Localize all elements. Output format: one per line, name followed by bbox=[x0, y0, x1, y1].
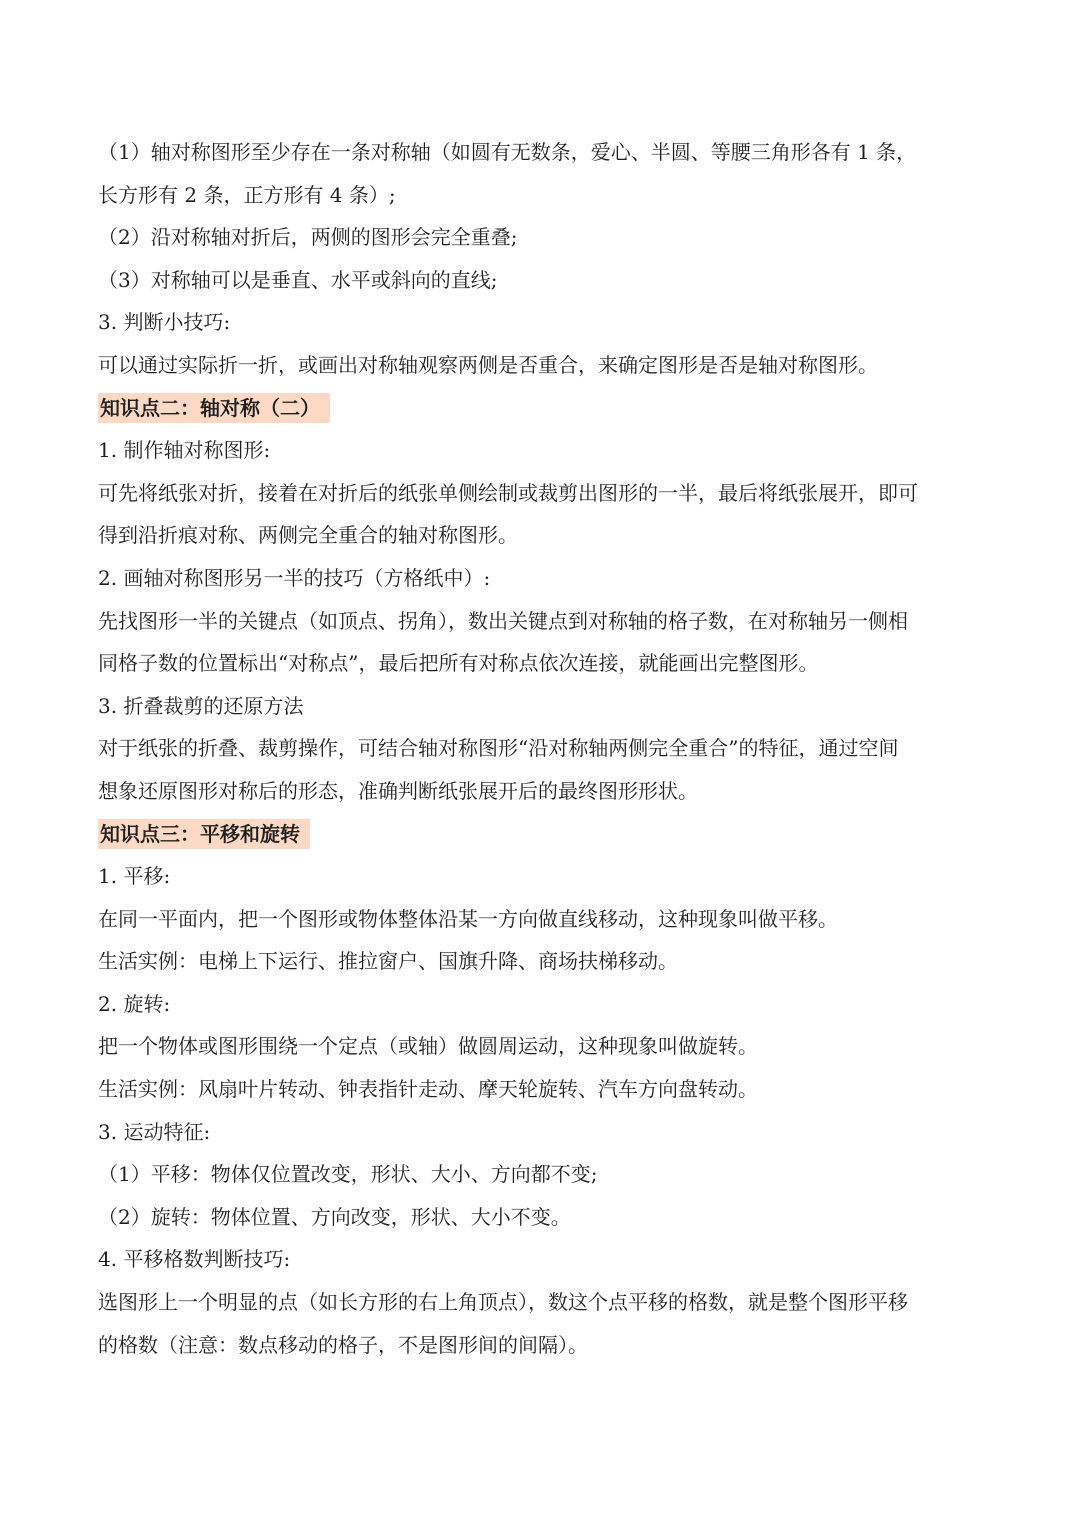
section-2-item-2-line-2: 同格子数的位置标出“对称点”，最后把所有对称点依次连接，就能画出完整图形。 bbox=[98, 651, 819, 676]
section-2-item-2-title: 2. 画轴对称图形另一半的技巧（方格纸中）: bbox=[98, 565, 491, 590]
symmetry-point-3: （3）对称轴可以是垂直、水平或斜向的直线; bbox=[98, 267, 498, 292]
judging-tip-title: 3. 判断小技巧: bbox=[98, 310, 231, 335]
symmetry-point-1-line-2: 长方形有 2 条，正方形有 4 条）; bbox=[98, 182, 396, 207]
section-3-item-2-example: 生活实例：风扇叶片转动、钟表指针走动、摩天轮旋转、汽车方向盘转动。 bbox=[98, 1077, 758, 1102]
section-2-item-3-line-1: 对于纸张的折叠、裁剪操作，可结合轴对称图形“沿对称轴两侧完全重合”的特征，通过空间 bbox=[98, 736, 899, 761]
section-3-heading-row bbox=[98, 813, 984, 856]
section-2-item-1-title: 1. 制作轴对称图形: bbox=[98, 438, 271, 463]
judging-tip-text: 可以通过实际折一折，或画出对称轴观察两侧是否重合，来确定图形是否是轴对称图形。 bbox=[98, 352, 878, 377]
symmetry-point-1-line-1: （1）轴对称图形至少存在一条对称轴（如圆有无数条，爱心、半圆、等腰三角形各有 1 条， bbox=[98, 140, 917, 164]
section-3-item-3-title: 3. 运动特征: bbox=[98, 1119, 211, 1144]
section-2-item-1-line-1: 可先将纸张对折，接着在对折后的纸张单侧绘制或裁剪出图形的一半，最后将纸张展开，即可 bbox=[98, 480, 918, 505]
section-2-item-3-line-2: 想象还原图形对称后的形态，准确判断纸张展开后的最终图形形状。 bbox=[98, 778, 698, 803]
section-3-item-1-text: 在同一平面内，把一个图形或物体整体沿某一方向做直线移动，这种现象叫做平移。 bbox=[98, 906, 838, 931]
section-2-heading-row bbox=[98, 387, 984, 430]
section-3-item-1-example: 生活实例：电梯上下运行、推拉窗户、国旗升降、商场扶梯移动。 bbox=[98, 949, 678, 974]
symmetry-point-2: （2）沿对称轴对折后，两侧的图形会完全重叠; bbox=[98, 225, 518, 250]
section-3-item-2-title: 2. 旋转: bbox=[98, 991, 171, 1016]
section-3-item-4-line-2: 的格数（注意：数点移动的格子，不是图形间的间隔）。 bbox=[98, 1332, 588, 1357]
document-page bbox=[98, 131, 984, 1366]
section-3-item-2-text: 把一个物体或图形围绕一个定点（或轴）做圆周运动，这种现象叫做旋转。 bbox=[98, 1034, 758, 1059]
section-3-item-3-point-2: （2）旋转：物体位置、方向改变，形状、大小不变。 bbox=[98, 1204, 571, 1229]
section-2-item-3-title: 3. 折叠裁剪的还原方法 bbox=[98, 693, 304, 718]
section-2-item-2-line-1: 先找图形一半的关键点（如顶点、拐角），数出关键点到对称轴的格子数，在对称轴另一侧相 bbox=[98, 608, 908, 633]
section-2-item-1-line-2: 得到沿折痕对称、两侧完全重合的轴对称图形。 bbox=[98, 523, 518, 548]
section-2-heading: 知识点二：轴对称（二） bbox=[98, 393, 330, 423]
section-3-item-3-point-1: （1）平移：物体仅位置改变，形状、大小、方向都不变; bbox=[98, 1162, 598, 1187]
section-3-item-4-title: 4. 平移格数判断技巧: bbox=[98, 1247, 291, 1272]
section-3-item-4-line-1: 选图形上一个明显的点（如长方形的右上角顶点），数这个点平移的格数，就是整个图形平移 bbox=[98, 1290, 908, 1315]
section-3-heading: 知识点三：平移和旋转 bbox=[98, 819, 310, 849]
section-3-item-1-title: 1. 平移: bbox=[98, 864, 171, 889]
